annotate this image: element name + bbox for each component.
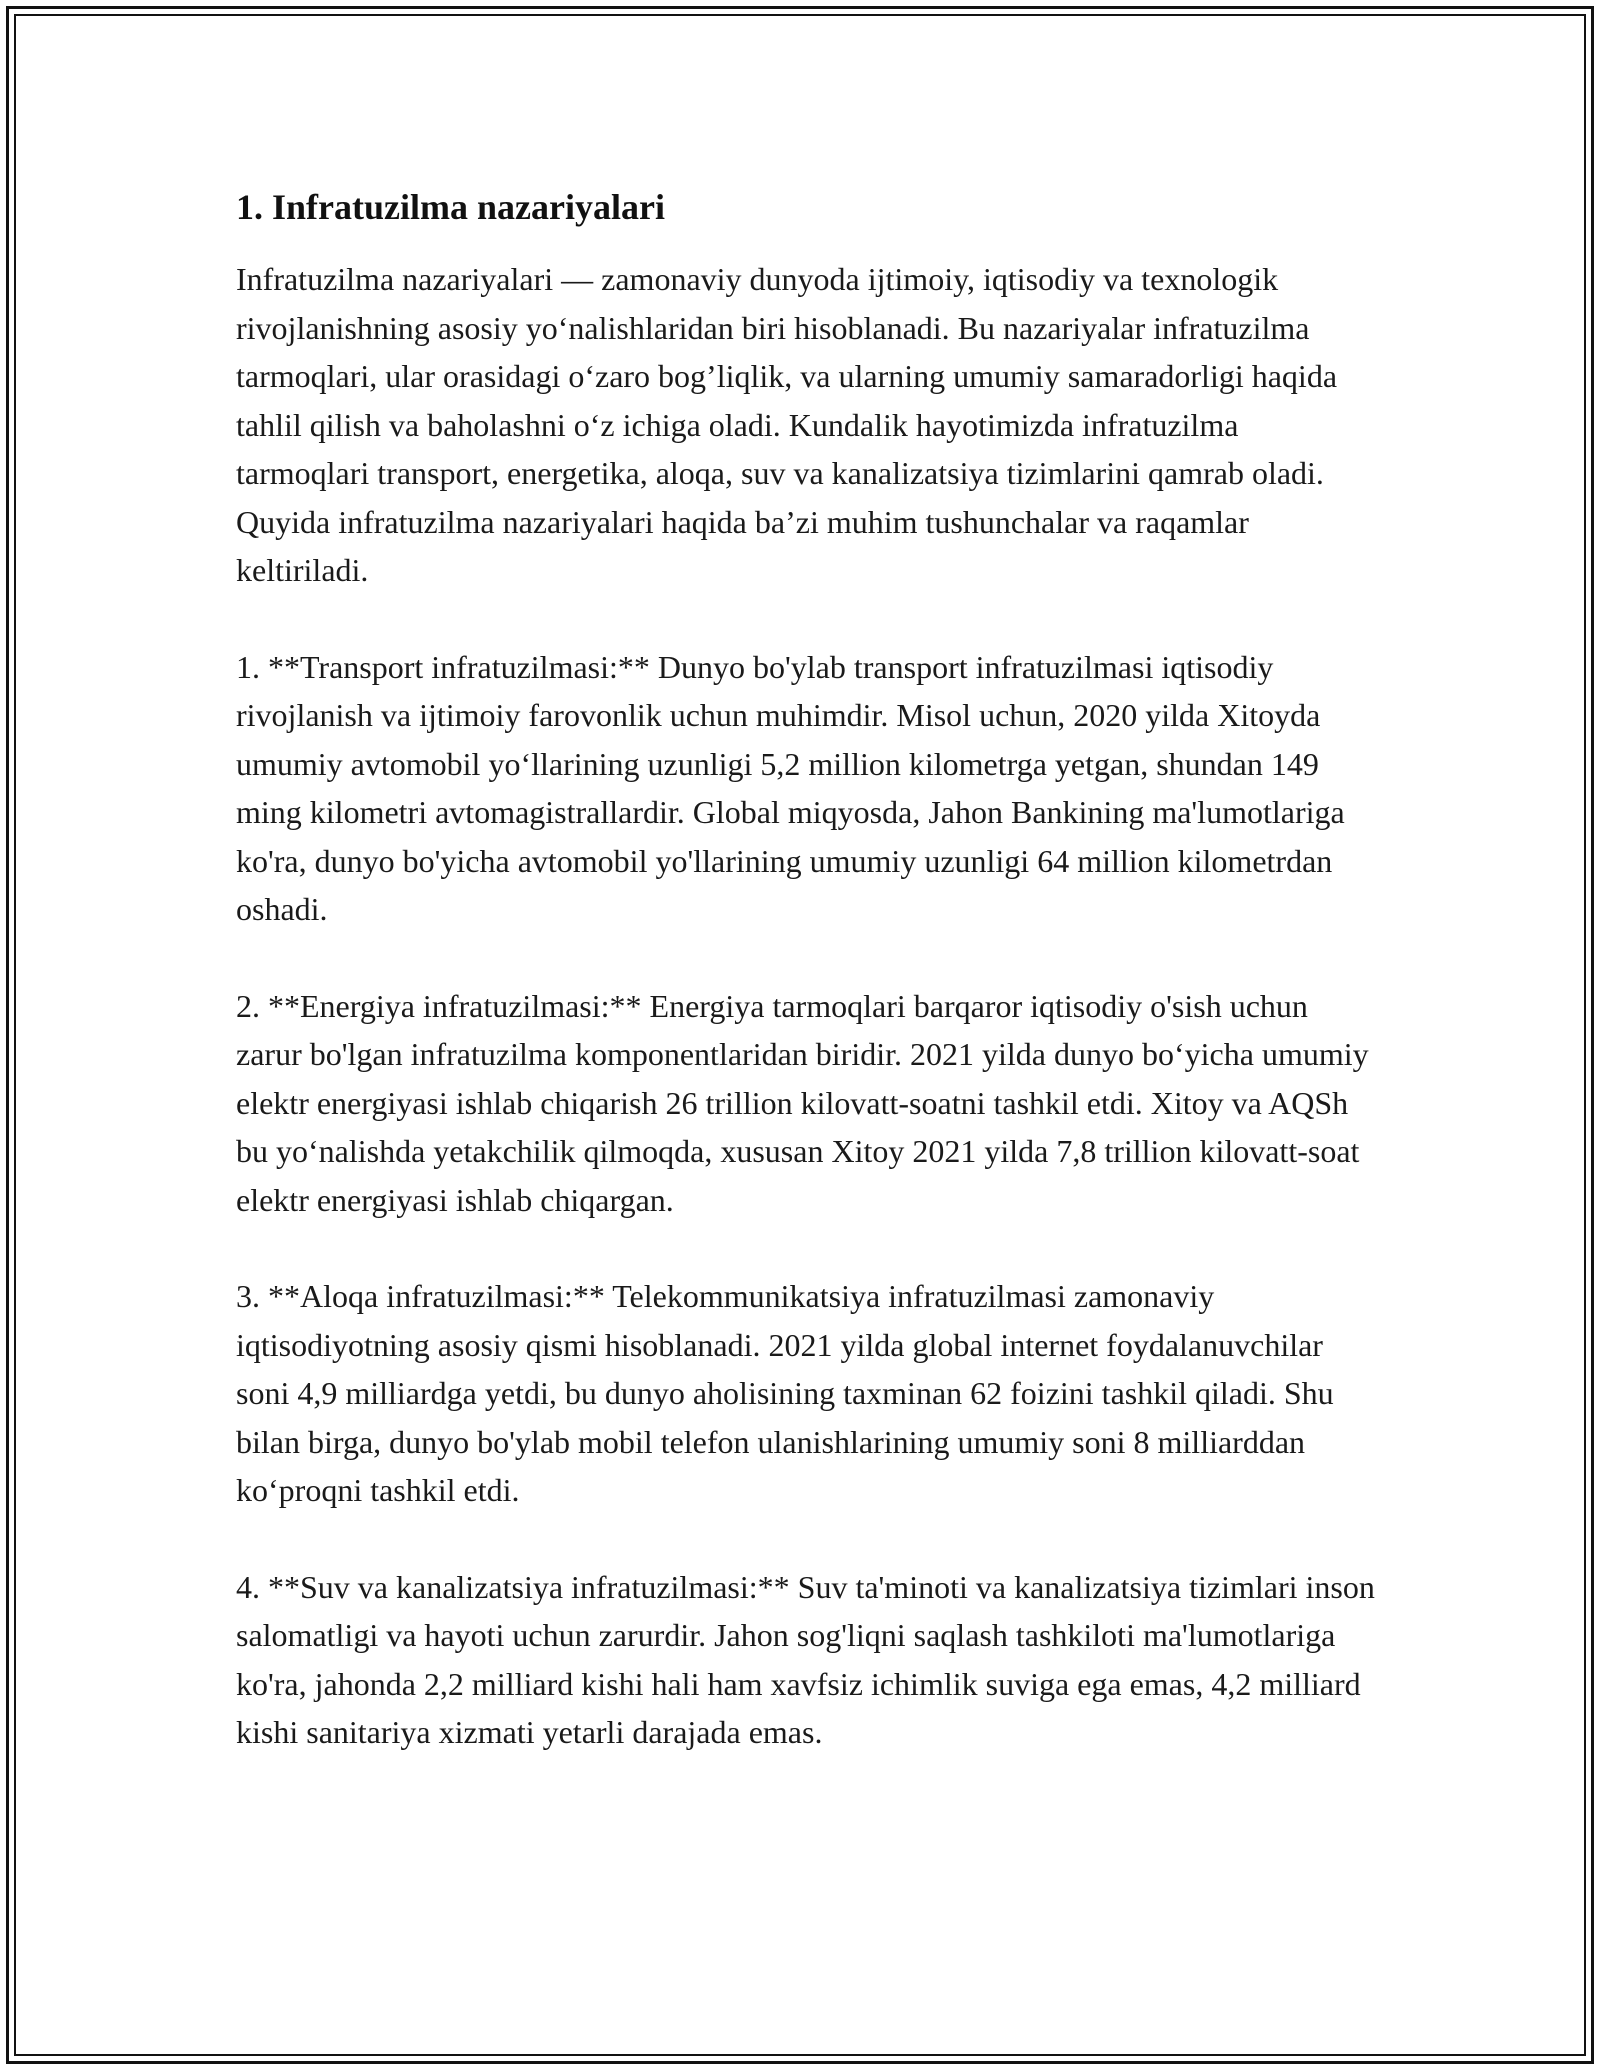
intro-paragraph: Infratuzilma nazariyalari — zamonaviy dunyoda ijtimoiy, iqtisodiy va texnologik rivojlanishning asosiy yo‘nalishlaridan biri hisoblanadi. Bu nazariyalar infratuzilma tarmoqlari, ular orasidagi o‘zaro bog’liqlik, va ularning umumiy samaradorligi haqida tahlil qilish va baholashni o‘z ichiga oladi. Kundalik hayotimizda infratuzilma tarmoqlari transport, energetika, aloqa, suv va kanalizatsiya tizimlarini qamrab oladi. Quyida infratuzilma nazariyalari haqida ba’zi muhim tushunchalar va raqamlar keltiriladi.: [236, 261, 1338, 589]
communication-paragraph: 3. **Aloqa infratuzilmasi:** Telekommunikatsiya infratuzilmasi zamonaviy iqtisodiyotning asosiy qismi hisoblanadi. 2021 yilda global internet foydalanuvchilar soni 4,9 milliardga yetdi, bu dunyo aholisining taxminan 62 foizini tashkil qiladi. Shu bilan birga, dunyo bo'ylab mobil telefon ulanishlarining umumiy soni 8 milliarddan ko‘proqni tashkil etdi.: [236, 1278, 1334, 1509]
energy-paragraph: 2. **Energiya infratuzilmasi:** Energiya tarmoqlari barqaror iqtisodiy o'sish uchun zarur bo'lgan infratuzilma komponentlaridan biridir. 2021 yilda dunyo bo‘yicha umumiy elektr energiyasi ishlab chiqarish 26 trillion kilovatt-soatni tashkil etdi. Xitoy va AQSh bu yo‘nalishda yetakchilik qilmoqda, xususan Xitoy 2021 yilda 7,8 trillion kilovatt-soat elektr energiyasi ishlab chiqargan.: [236, 987, 1369, 1218]
transport-paragraph: 1. **Transport infratuzilmasi:** Dunyo bo'ylab transport infratuzilmasi iqtisodiy rivojlanish va ijtimoiy farovonlik uchun muhimdir. Misol uchun, 2020 yilda Xitoyda umumiy avtomobil yo‘llarining uzunligi 5,2 million kilometrga yetgan, shundan 149 ming kilometri avtomagistrallardir. Global miqyosda, Jahon Bankining ma'lumotlariga ko'ra, dunyo bo'yicha avtomobil yo'llarining umumiy uzunligi 64 million kilometrdan oshadi.: [236, 648, 1345, 928]
document-body: [236, 186, 1376, 1757]
water-sanitation-paragraph: 4. **Suv va kanalizatsiya infratuzilmasi:** Suv ta'minoti va kanalizatsiya tizimlari inson salomatligi va hayoti uchun zarurdir. Jahon sog'liqni saqlash tashkiloti ma'lumotlariga ko'ra, jahonda 2,2 milliard kishi hali ham xavfsiz ichimlik suviga ega emas, 4,2 milliard kishi sanitariya xizmati yetarli darajada emas.: [236, 1568, 1375, 1751]
document-title: 1. Infratuzilma nazariyalari: [236, 187, 665, 227]
